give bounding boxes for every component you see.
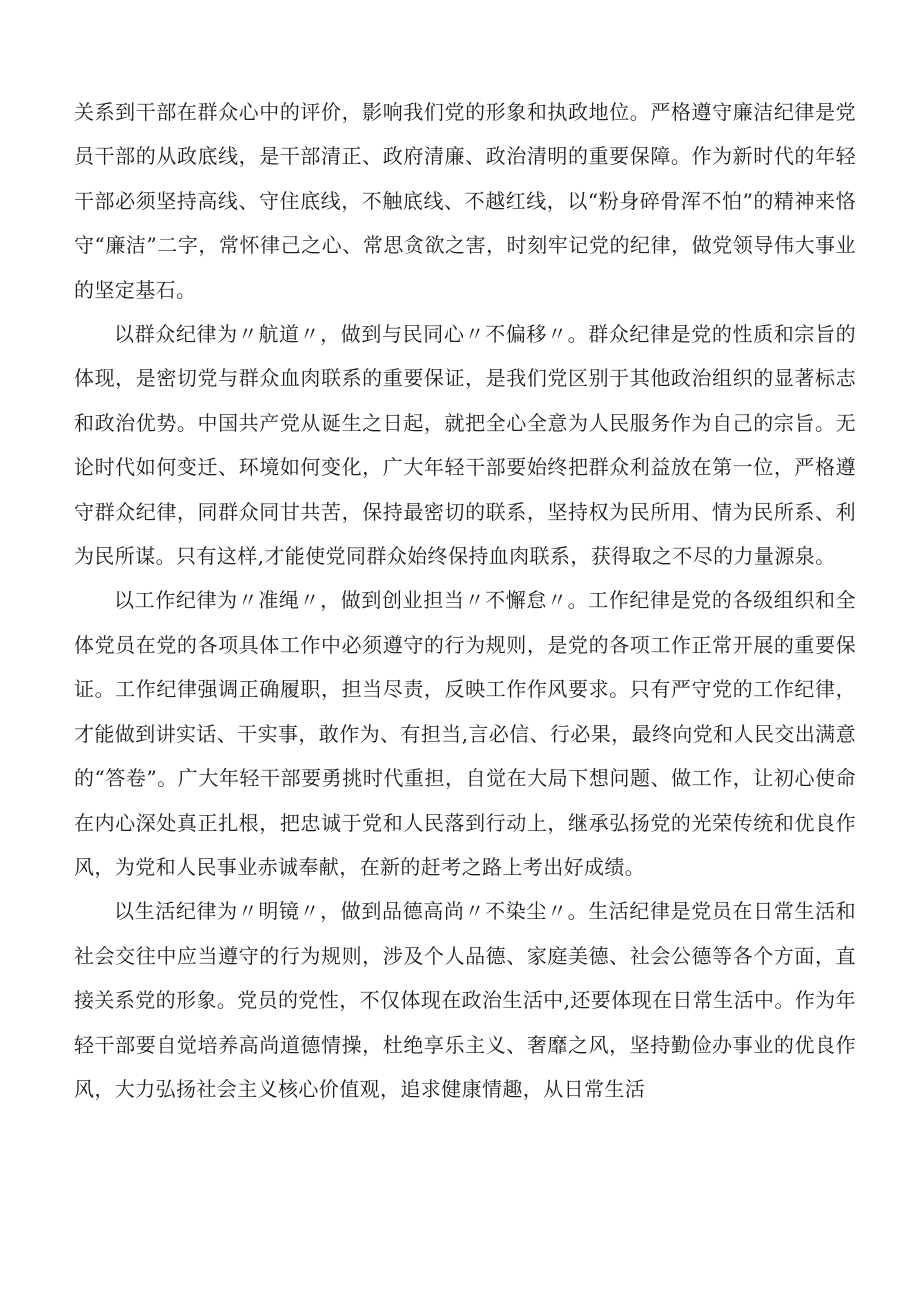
paragraph-mass-discipline: 以群众纪律为〃航道〃，做到与民同心〃不偏移〃。群众纪律是党的性质和宗旨的体现，是密切党与群众血肉联系的重要保证，是我们党区别于其他政治组织的显著标志和政治优势。中国共产党从诞生之日起，就把全心全意为人民服务作为自己的宗旨。无论时代如何变迁、环境如何变化，广大年轻干部要始终把群众利益放在第一位，严格遵守群众纪律，同群众同甘共苦，保持最密切的联系，坚持权为民所用、情为民所系、利为民所谋。只有这样,才能使党同群众始终保持血肉联系，获得取之不尽的力量源泉。 [74, 322, 856, 569]
paragraph-integrity-discipline: 关系到干部在群众心中的评价，影响我们党的形象和执政地位。严格遵守廉洁纪律是党员干部的从政底线，是干部清正、政府清廉、政治清明的重要保障。作为新时代的年轻干部必须坚持高线、守住底线，不触底线、不越红线，以“粉身碎骨浑不怕”的精神来恪守“廉洁”二字，常怀律己之心、常思贪欲之害，时刻牢记党的纪律，做党领导伟大事业的坚定基石。 [74, 100, 856, 302]
document-body [74, 90, 856, 1111]
paragraph-life-discipline: 以生活纪律为〃明镜〃，做到品德高尚〃不染尘〃。生活纪律是党员在日常生活和社会交往中应当遵守的行为规则，涉及个人品德、家庭美德、社会公德等各个方面，直接关系党的形象。党员的党性，不仅体现在政治生活中,还要体现在日常生活中。作为年轻干部要自觉培养高尚道德情操，杜绝享乐主义、奢靡之风，坚持勤俭办事业的优良作风，大力弘扬社会主义核心价值观，追求健康情趣，从日常生活 [74, 899, 856, 1101]
paragraph-work-discipline: 以工作纪律为〃准绳〃，做到创业担当〃不懈怠〃。工作纪律是党的各级组织和全体党员在党的各项具体工作中必须遵守的行为规则，是党的各项工作正常开展的重要保证。工作纪律强调正确履职，担当尽责，反映工作作风要求。只有严守党的工作纪律，才能做到讲实话、干实事，敢作为、有担当,言必信、行必果，最终向党和人民交出满意的“答卷”。广大年轻干部要勇挑时代重担，自觉在大局下想问题、做工作，让初心使命在内心深处真正扎根，把忠诚于党和人民落到行动上，继承弘扬党的光荣传统和优良作风，为党和人民事业赤诚奉献，在新的赶考之路上考出好成绩。 [74, 588, 856, 879]
